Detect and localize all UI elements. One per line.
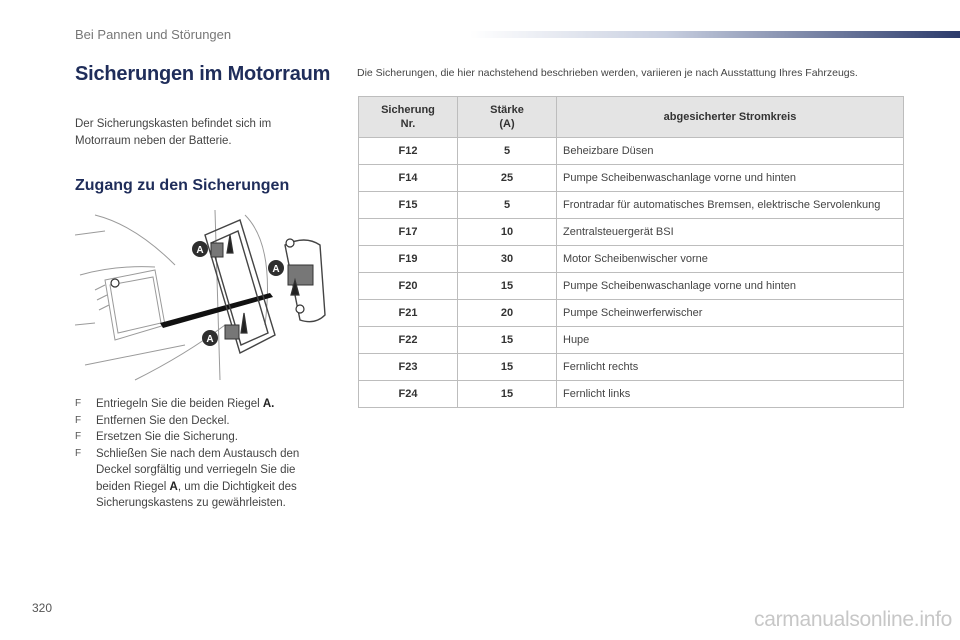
section-subtitle: Zugang zu den Sicherungen [75, 177, 290, 194]
fuse-circuit: Frontradar für automatisches Bremsen, elektrische Servolenkung [557, 192, 904, 219]
fuse-amperage: 5 [458, 192, 557, 219]
bullet-icon: F [75, 414, 82, 426]
fuse-circuit: Fernlicht links [557, 381, 904, 408]
header-circuit: abgesicherter Stromkreis [557, 97, 904, 138]
fuse-circuit: Pumpe Scheinwerferwischer [557, 300, 904, 327]
fuse-number: F14 [359, 165, 458, 192]
fuse-amperage: 15 [458, 381, 557, 408]
fuse-number: F22 [359, 327, 458, 354]
fuse-circuit: Hupe [557, 327, 904, 354]
table-row [359, 246, 904, 273]
header-fuse-number: Sicherung Nr. [359, 97, 458, 138]
fuse-circuit: Pumpe Scheibenwaschanlage vorne und hinten [557, 273, 904, 300]
watermark: carmanualsonline.info [754, 608, 952, 631]
fuse-number: F21 [359, 300, 458, 327]
fuse-number: F24 [359, 381, 458, 408]
latch-label-a: A [196, 245, 204, 256]
fuse-number: F12 [359, 138, 458, 165]
fuse-amperage: 15 [458, 327, 557, 354]
fuse-table [358, 96, 904, 408]
fuse-number: F23 [359, 354, 458, 381]
fuse-number: F19 [359, 246, 458, 273]
table-row [359, 273, 904, 300]
table-row [359, 354, 904, 381]
latch-label-a: A [206, 334, 214, 345]
bullet-icon: F [75, 447, 82, 459]
fuse-amperage: 30 [458, 246, 557, 273]
table-row [359, 138, 904, 165]
fuse-circuit: Pumpe Scheibenwaschanlage vorne und hinten [557, 165, 904, 192]
fuse-amperage: 15 [458, 273, 557, 300]
table-row [359, 300, 904, 327]
fuse-circuit: Motor Scheibenwischer vorne [557, 246, 904, 273]
list-item: F Entfernen Sie den Deckel. [75, 413, 325, 430]
table-row [359, 381, 904, 408]
table-header-row [359, 97, 904, 138]
page-title: Sicherungen im Motorraum [75, 63, 331, 85]
table-row [359, 219, 904, 246]
fuse-number: F17 [359, 219, 458, 246]
table-row [359, 192, 904, 219]
fuse-circuit: Beheizbare Düsen [557, 138, 904, 165]
header-gradient-bar [470, 31, 960, 38]
page-number: 320 [32, 601, 53, 615]
table-row [359, 165, 904, 192]
fuse-amperage: 20 [458, 300, 557, 327]
latch-label-a: A [272, 264, 280, 275]
header-amperage: Stärke (A) [458, 97, 557, 138]
list-item: F Ersetzen Sie die Sicherung. [75, 429, 325, 446]
fuse-amperage: 25 [458, 165, 557, 192]
fuse-number: F15 [359, 192, 458, 219]
fuse-amperage: 10 [458, 219, 557, 246]
bullet-icon: F [75, 398, 82, 409]
table-row [359, 327, 904, 354]
bullet-icon: F [75, 431, 82, 442]
fuse-circuit: Zentralsteuergerät BSI [557, 219, 904, 246]
fuse-circuit: Fernlicht rechts [557, 354, 904, 381]
table-note: Die Sicherungen, die hier nachstehend beschrieben werden, variieren je nach Ausstattung Ihres Fahrzeugs. [357, 67, 858, 79]
list-item: F Schließen Sie nach dem Austausch den Deckel sorgfältig und verriegeln Sie die beiden Riegel A, um die Dichtigkeit des Sicherungskastens zu gewährleisten. [75, 447, 300, 509]
fuse-amperage: 15 [458, 354, 557, 381]
fuse-number: F20 [359, 273, 458, 300]
fuse-amperage: 5 [458, 138, 557, 165]
section-title: Bei Pannen und Störungen [75, 27, 232, 42]
instruction-list [75, 396, 325, 512]
list-item: F Entriegeln Sie die beiden Riegel A. [75, 396, 325, 413]
intro-text: Der Sicherungskasten befindet sich im Motorraum neben der Batterie. [75, 118, 272, 147]
fuse-box-illustration [75, 205, 330, 385]
